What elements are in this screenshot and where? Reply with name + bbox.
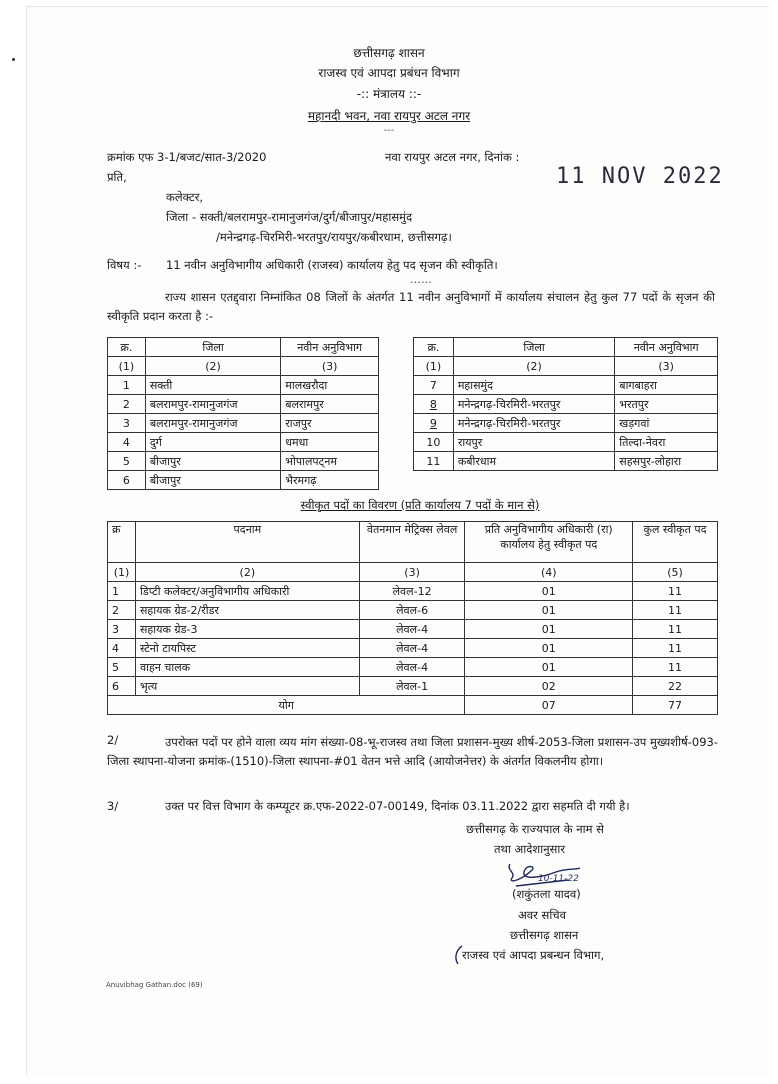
office-address: महानदी भवन, नवा रायपुर अटल नगर <box>307 109 471 123</box>
district-cell: बलरामपुर-रामानुजगंज <box>145 395 280 414</box>
table-row <box>108 414 379 433</box>
governor-order-line1: छत्तीसगढ़ के राज्यपाल के नाम से <box>466 822 604 836</box>
para3-text: उक्त पर वित्त विभाग के कम्प्यूटर क्र.एफ-2022-07-00149, दिनांक 03.11.2022 द्वारा सहमति दी गयी है। <box>165 799 630 813</box>
index-cell: (3) <box>615 357 718 376</box>
row-number: 7 <box>414 376 454 395</box>
pay-level: लेवल-1 <box>359 677 465 696</box>
pay-level: लेवल-6 <box>359 601 465 620</box>
index-cell: (2) <box>145 357 280 376</box>
posts-caption: स्वीकृत पदों का विवरण (प्रति कार्यालय 7 पदों के मान से) <box>300 498 540 512</box>
district-cell: कबीरधाम <box>453 452 614 471</box>
total-posts: 11 <box>633 601 718 620</box>
row-number: 10 <box>414 433 454 452</box>
total-posts: 11 <box>633 582 718 601</box>
index-cell: (1) <box>414 357 454 376</box>
index-cell: (1) <box>108 563 136 582</box>
header-cell: जिला <box>453 338 614 357</box>
district-cell: बीजापुर <box>145 471 280 490</box>
table-index-row <box>414 357 718 376</box>
posts-per-office: 01 <box>465 601 633 620</box>
row-number: 2 <box>108 395 146 414</box>
posts-per-office: 01 <box>465 582 633 601</box>
table-row <box>108 620 718 639</box>
scan-speck <box>12 58 15 61</box>
pay-level: लेवल-4 <box>359 620 465 639</box>
district-cell: सक्ती <box>145 376 280 395</box>
row-number: 1 <box>108 376 146 395</box>
total-label: योग <box>108 696 465 715</box>
subject-label: विषय :- <box>107 258 142 272</box>
posts-per-office: 01 <box>465 620 633 639</box>
governor-order-line2: तथा आदेशानुसार <box>494 842 566 856</box>
para3-number: 3/ <box>107 799 119 813</box>
addressee-title: कलेक्टर, <box>166 190 204 204</box>
subdivision-cell: सहसपुर-लोहारा <box>615 452 718 471</box>
index-cell: (4) <box>465 563 633 582</box>
subdivision-cell: बागबाहरा <box>615 376 718 395</box>
header-cell: वेतनमान मेट्रिक्स लेवल <box>359 522 465 563</box>
header-cell: क्र. <box>414 338 454 357</box>
district-cell: बलरामपुर-रामानुजगंज <box>145 414 280 433</box>
index-cell: (3) <box>281 357 379 376</box>
index-cell: (2) <box>135 563 359 582</box>
table-row <box>108 582 718 601</box>
row-number: 6 <box>108 677 136 696</box>
subdivision-cell: भैरमगढ़ <box>281 471 379 490</box>
row-number: 6 <box>108 471 146 490</box>
row-number: 11 <box>414 452 454 471</box>
total-posts: 11 <box>633 620 718 639</box>
table-row <box>414 452 718 471</box>
table-row <box>108 677 718 696</box>
post-name: सहायक ग्रेड-3 <box>135 620 359 639</box>
table-row <box>108 376 379 395</box>
addressee-districts-cont: /मनेन्द्रगढ़-चिरमिरी-भरतपुर/रायपुर/कबीरधाम, छत्तीसगढ़। <box>216 230 452 244</box>
table-row <box>414 395 718 414</box>
row-number: 9 <box>414 414 454 433</box>
table-index-row <box>108 563 718 582</box>
table-row <box>414 414 718 433</box>
row-number: 5 <box>108 658 136 677</box>
district-cell: बीजापुर <box>145 452 280 471</box>
total-all: 77 <box>633 696 718 715</box>
row-number: 1 <box>108 582 136 601</box>
posts-per-office: 01 <box>465 658 633 677</box>
table-header-row <box>414 338 718 357</box>
row-number: 4 <box>108 639 136 658</box>
subdivision-cell: भोपालपट्नम <box>281 452 379 471</box>
signatory-name: (शकुंतला यादव) <box>512 887 581 901</box>
subdivision-cell: धमधा <box>281 433 379 452</box>
subdivision-cell: खड़गवां <box>615 414 718 433</box>
row-number: 4 <box>108 433 146 452</box>
govt-title: छत्तीसगढ़ शासन <box>353 46 425 60</box>
index-cell: (5) <box>633 563 718 582</box>
date-stamp: 11 NOV 2022 <box>556 164 724 189</box>
department-title: राजस्व एवं आपदा प्रबंधन विभाग <box>318 66 460 80</box>
district-cell: मनेन्द्रगढ़-चिरमिरी-भरतपुर <box>453 395 614 414</box>
district-cell: रायपुर <box>453 433 614 452</box>
post-name: डिप्टी कलेक्टर/अनुविभागीय अधिकारी <box>135 582 359 601</box>
header-cell: पदनाम <box>135 522 359 563</box>
post-name: वाहन चालक <box>135 658 359 677</box>
table-header-row <box>108 522 718 563</box>
total-posts: 22 <box>633 677 718 696</box>
index-cell: (3) <box>359 563 465 582</box>
signatory-govt: छत्तीसगढ़ शासन <box>510 928 579 942</box>
subject-dots: ...... <box>410 272 432 286</box>
intro-paragraph: राज्य शासन एतद्द्वारा निम्नांकित 08 जिलों के अंतर्गत 11 नवीन अनुविभागों में कार्यालय संचालन हेतु कुल 77 पदों के सृजन की स्वीकृति प्रदान करता है :- <box>107 290 715 323</box>
post-name: स्टेनो टायपिस्ट <box>135 639 359 658</box>
table-row <box>414 433 718 452</box>
office-title: -:: मंत्रालय ::- <box>356 87 422 101</box>
posts-table <box>107 521 718 715</box>
row-number: 8 <box>414 395 454 414</box>
table-row <box>108 601 718 620</box>
post-name: सहायक ग्रेड-2/रीडर <box>135 601 359 620</box>
post-name: भृत्य <box>135 677 359 696</box>
total-posts: 11 <box>633 658 718 677</box>
table-row <box>108 471 379 490</box>
row-number: 3 <box>108 414 146 433</box>
table-row <box>108 433 379 452</box>
table-row <box>414 376 718 395</box>
table-header-row <box>108 338 379 357</box>
pay-level: लेवल-4 <box>359 639 465 658</box>
row-number: 2 <box>108 601 136 620</box>
addressee-districts: जिला - सक्ती/बलरामपुर-रामानुजगंज/दुर्ग/बीजापुर/महासमुंद <box>166 210 413 224</box>
signature-date: 10-11-22 <box>538 874 579 884</box>
districts-table-right <box>413 337 718 471</box>
signatory-department: राजस्व एवं आपदा प्रबन्धन विभाग, <box>462 948 605 962</box>
total-row <box>108 696 718 715</box>
to-label: प्रति, <box>107 170 127 184</box>
table-row <box>108 658 718 677</box>
header-cell: क्र. <box>108 338 146 357</box>
footer-filename: Anuvibhag Gathan.doc (69) <box>106 981 203 989</box>
header-cell: नवीन अनुविभाग <box>281 338 379 357</box>
signatory-designation: अवर सचिव <box>518 908 566 922</box>
row-number: 3 <box>108 620 136 639</box>
index-cell: (2) <box>453 357 614 376</box>
header-cell: क्र <box>108 522 136 563</box>
district-cell: दुर्ग <box>145 433 280 452</box>
districts-table-left <box>107 337 379 490</box>
pay-level: लेवल-12 <box>359 582 465 601</box>
header-dash: --- <box>383 125 395 136</box>
para2-number: 2/ <box>107 733 119 747</box>
subdivision-cell: राजपुर <box>281 414 379 433</box>
row-number: 5 <box>108 452 146 471</box>
table-row <box>108 395 379 414</box>
header-cell: जिला <box>145 338 280 357</box>
place-date: नवा रायपुर अटल नगर, दिनांक : <box>385 150 520 164</box>
posts-per-office: 02 <box>465 677 633 696</box>
subdivision-cell: बलरामपुर <box>281 395 379 414</box>
subdivision-cell: मालखरौदा <box>281 376 379 395</box>
table-index-row <box>108 357 379 376</box>
subject-text: 11 नवीन अनुविभागीय अधिकारी (राजस्व) कार्यालय हेतु पद सृजन की स्वीकृति। <box>166 258 498 272</box>
table-row <box>108 452 379 471</box>
subdivision-cell: भरतपुर <box>615 395 718 414</box>
table-row <box>108 639 718 658</box>
district-cell: महासमुंद <box>453 376 614 395</box>
subdivision-cell: तिल्दा-नेवरा <box>615 433 718 452</box>
index-cell: (1) <box>108 357 146 376</box>
header-cell: प्रति अनुविभागीय अधिकारी (रा) कार्यालय हेतु स्वीकृत पद <box>465 522 633 563</box>
pay-level: लेवल-4 <box>359 658 465 677</box>
para2-text: उपरोक्त पदों पर होने वाला व्यय मांग संख्या-08-भू-राजस्व तथा जिला प्रशासन-मुख्य शीर्ष-2053-जिला प्रशासन-उप मुख्यशीर्ष-093-जिला स्थापना-योजना क्रमांक-(1510)-जिला स्थापना-#01 वेतन भत्ते आदि (आयोजनेत्तर) के अंतर्गत विकलनीय होगा। <box>107 735 718 768</box>
posts-per-office: 01 <box>465 639 633 658</box>
header-cell: नवीन अनुविभाग <box>615 338 718 357</box>
total-posts: 11 <box>633 639 718 658</box>
total-per-office: 07 <box>465 696 633 715</box>
district-cell: मनेन्द्रगढ़-चिरमिरी-भरतपुर <box>453 414 614 433</box>
reference-number: क्रमांक एफ 3-1/बजट/सात-3/2020 <box>107 150 267 164</box>
header-cell: कुल स्वीकृत पद <box>633 522 718 563</box>
